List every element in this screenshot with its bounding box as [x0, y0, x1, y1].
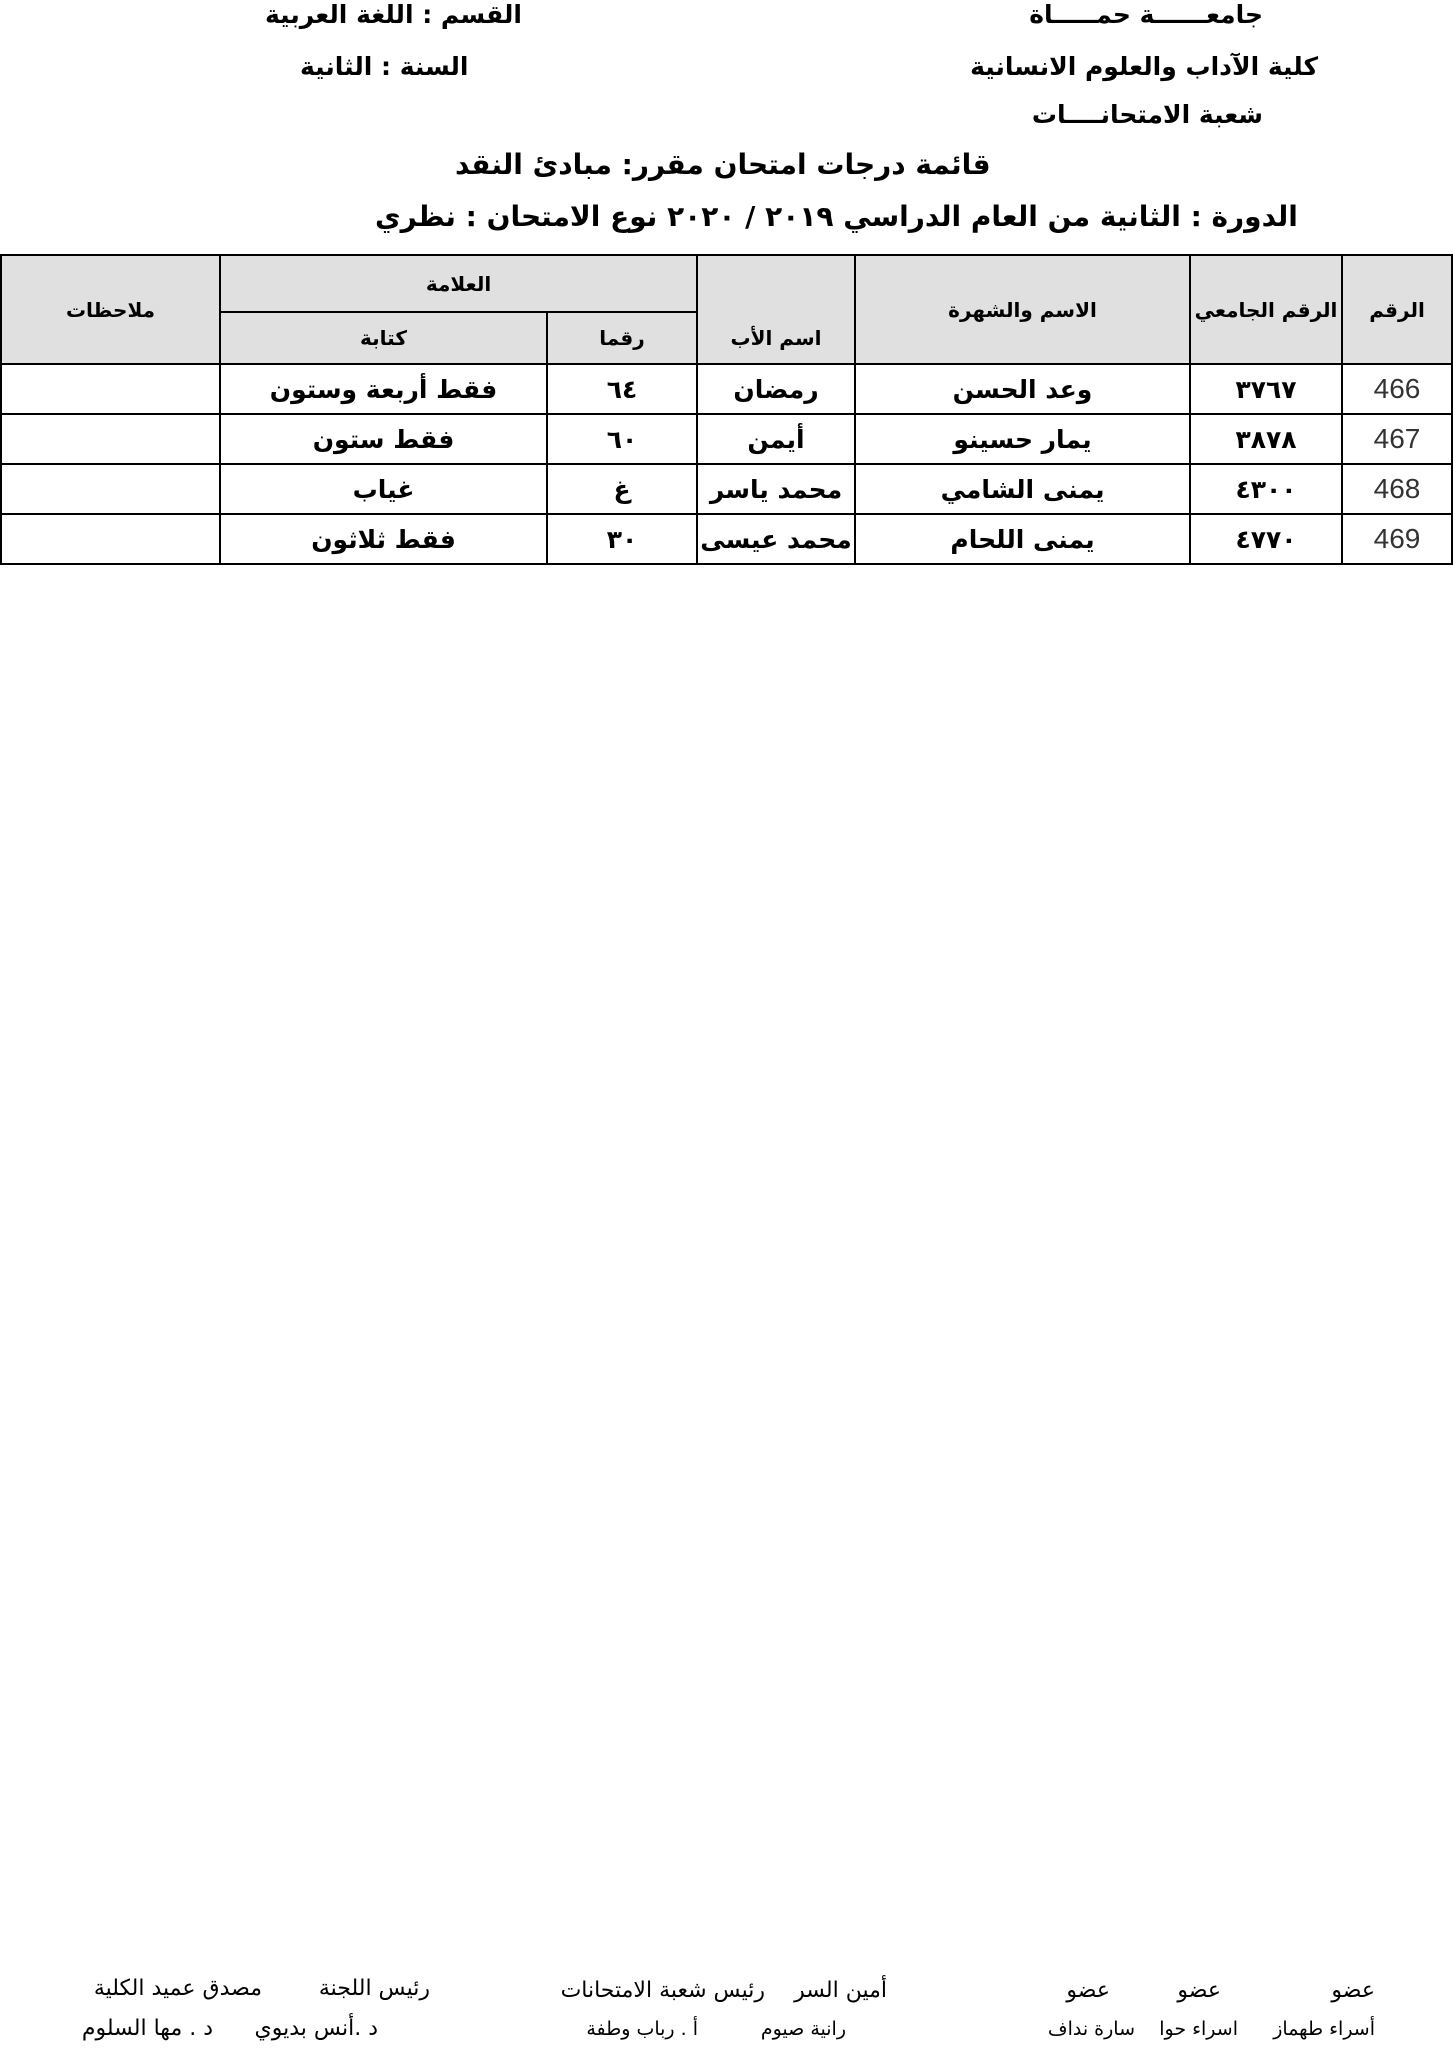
header-father: اسم الأب: [697, 312, 855, 364]
row-seq: 467: [1342, 414, 1452, 464]
table-row: [1, 464, 1452, 514]
role-dean: مصدق عميد الكلية: [93, 1976, 262, 2001]
year-label: السنة : الثانية: [300, 52, 469, 81]
row-notes: [1, 414, 220, 464]
header-father-spacer: [697, 255, 855, 312]
faculty-name: كلية الآداب والعلوم الانسانية: [970, 52, 1318, 81]
name-committee-head: د .أنس بديوي: [254, 2016, 378, 2041]
header-mark-digits: رقما: [547, 312, 697, 364]
name-member-3: سارة نداف: [1047, 2018, 1135, 2040]
page-title: قائمة درجات امتحان مقرر: مبادئ النقد: [455, 148, 991, 181]
header-name: الاسم والشهرة: [855, 255, 1190, 364]
row-seq: 466: [1342, 364, 1452, 414]
name-office-head: أ . رباب وطفة: [586, 2018, 698, 2040]
row-notes: [1, 364, 220, 414]
row-notes: [1, 514, 220, 564]
row-mark-digits: ٦٤: [547, 364, 697, 414]
role-secretary: أمين السر: [794, 1978, 887, 2003]
header-notes: ملاحظات: [1, 255, 220, 364]
row-name: يمنى الشامي: [855, 464, 1190, 514]
row-father: أيمن: [697, 414, 855, 464]
row-father: محمد ياسر: [697, 464, 855, 514]
header-seq: الرقم: [1342, 255, 1452, 364]
role-committee-head: رئيس اللجنة: [318, 1976, 430, 2001]
role-member-3: عضو: [1066, 1978, 1110, 2003]
department-label: القسم : اللغة العربية: [265, 0, 522, 29]
row-mark-digits: ٦٠: [547, 414, 697, 464]
name-dean: د . مها السلوم: [81, 2016, 213, 2041]
header-mark-words: كتابة: [220, 312, 547, 364]
table-row: [1, 364, 1452, 414]
row-uni-id: ٣٨٧٨: [1190, 414, 1342, 464]
header-uni-id: الرقم الجامعي: [1190, 255, 1342, 364]
name-member-2: اسراء حوا: [1159, 2018, 1238, 2040]
table-row: [1, 514, 1452, 564]
row-uni-id: ٣٧٦٧: [1190, 364, 1342, 414]
row-uni-id: ٤٧٧٠: [1190, 514, 1342, 564]
row-notes: [1, 464, 220, 514]
name-secretary: رانية صيوم: [760, 2018, 846, 2040]
row-mark-digits: ٣٠: [547, 514, 697, 564]
row-name: يمار حسينو: [855, 414, 1190, 464]
row-father: محمد عيسى: [697, 514, 855, 564]
row-mark-digits: غ: [547, 464, 697, 514]
row-name: وعد الحسن: [855, 364, 1190, 414]
marks-table: [0, 254, 1453, 565]
role-member-1: عضو: [1331, 1978, 1375, 2003]
row-mark-words: فقط ثلاثون: [220, 514, 547, 564]
row-father: رمضان: [697, 364, 855, 414]
session-line: الدورة : الثانية من العام الدراسي ٢٠١٩ / ٢٠٢٠ نوع الامتحان : نظري: [375, 200, 1298, 233]
exams-office-name: شعبة الامتحانــــات: [1031, 100, 1263, 129]
row-mark-words: غياب: [220, 464, 547, 514]
table-row: [1, 414, 1452, 464]
row-name: يمنى اللحام: [855, 514, 1190, 564]
row-seq: 469: [1342, 514, 1452, 564]
row-uni-id: ٤٣٠٠: [1190, 464, 1342, 514]
row-seq: 468: [1342, 464, 1452, 514]
role-member-2: عضو: [1177, 1978, 1221, 2003]
row-mark-words: فقط أربعة وستون: [220, 364, 547, 414]
university-name: جامعــــــة حمـــــاة: [1029, 0, 1263, 29]
name-member-1: أسراء طهماز: [1273, 2018, 1375, 2040]
header-mark-group: العلامة: [220, 255, 697, 312]
role-office-head: رئيس شعبة الامتحانات: [560, 1978, 765, 2003]
row-mark-words: فقط ستون: [220, 414, 547, 464]
